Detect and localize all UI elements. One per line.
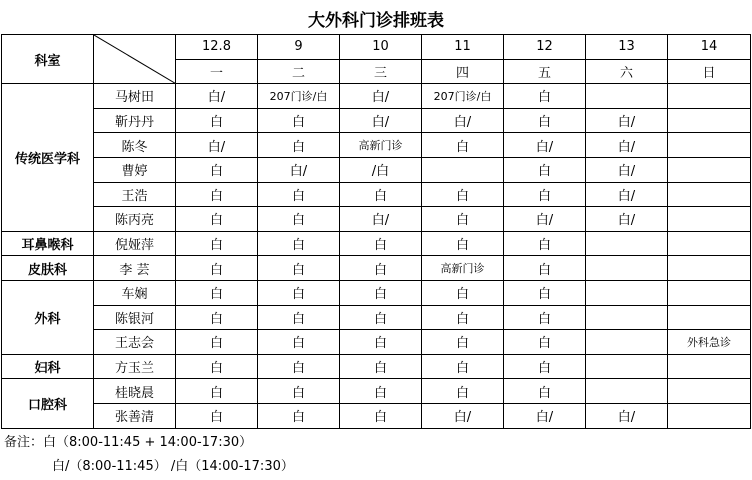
schedule-cell: /白 — [340, 157, 422, 182]
schedule-cell — [668, 354, 751, 379]
schedule-cell — [668, 379, 751, 404]
schedule-cell: 白 — [176, 108, 258, 133]
schedule-cell — [586, 256, 668, 281]
schedule-cell: 白/ — [340, 207, 422, 232]
weekday-header: 六 — [586, 59, 668, 84]
schedule-cell: 白 — [504, 182, 586, 207]
schedule-cell: 白 — [258, 182, 340, 207]
schedule-cell: 白/ — [586, 182, 668, 207]
schedule-cell: 白 — [504, 305, 586, 330]
table-row — [2, 403, 751, 428]
schedule-cell — [668, 84, 751, 109]
schedule-cell: 白 — [176, 403, 258, 428]
notes-line-2: 白/（8:00-11:45） /白（14:00-17:30） — [52, 459, 294, 474]
schedule-cell: 白 — [340, 280, 422, 305]
schedule-cell: 白 — [504, 157, 586, 182]
schedule-cell: 白 — [504, 231, 586, 256]
schedule-cell: 白 — [422, 305, 504, 330]
schedule-cell: 白 — [258, 108, 340, 133]
schedule-cell: 外科急诊 — [668, 330, 751, 355]
doctor-name-cell: 靳丹丹 — [94, 108, 176, 133]
schedule-cell: 白 — [504, 379, 586, 404]
schedule-cell: 白 — [176, 207, 258, 232]
doctor-name-cell: 王志会 — [94, 330, 176, 355]
doctor-name-cell: 方玉兰 — [94, 354, 176, 379]
schedule-cell: 白 — [340, 330, 422, 355]
weekday-header: 四 — [422, 59, 504, 84]
schedule-cell: 白 — [258, 330, 340, 355]
date-header: 12.8 — [176, 35, 258, 60]
weekday-header: 二 — [258, 59, 340, 84]
schedule-cell — [668, 108, 751, 133]
schedule-cell: 白 — [258, 231, 340, 256]
schedule-cell: 白 — [258, 305, 340, 330]
schedule-cell: 白 — [176, 157, 258, 182]
schedule-cell: 207门诊/白 — [258, 84, 340, 109]
table-row — [2, 182, 751, 207]
schedule-cell: 白 — [258, 256, 340, 281]
schedule-cell: 白 — [340, 379, 422, 404]
weekday-header: 日 — [668, 59, 751, 84]
schedule-cell: 白 — [258, 379, 340, 404]
schedule-cell: 白 — [504, 108, 586, 133]
table-row — [2, 108, 751, 133]
schedule-cell: 白/ — [504, 403, 586, 428]
schedule-cell: 白/ — [586, 157, 668, 182]
schedule-cell: 白 — [176, 231, 258, 256]
schedule-cell: 白 — [340, 256, 422, 281]
schedule-cell — [586, 330, 668, 355]
table-row — [2, 231, 751, 256]
schedule-cell: 白 — [340, 354, 422, 379]
schedule-cell: 白 — [258, 354, 340, 379]
weekday-header: 五 — [504, 59, 586, 84]
schedule-cell — [668, 182, 751, 207]
doctor-name-cell: 王浩 — [94, 182, 176, 207]
schedule-cell: 白 — [176, 354, 258, 379]
page-title: 大外科门诊排班表 — [308, 11, 444, 31]
schedule-cell: 白 — [422, 182, 504, 207]
table-row — [2, 280, 751, 305]
table-row — [2, 133, 751, 158]
schedule-cell: 白 — [504, 84, 586, 109]
schedule-cell: 白 — [504, 330, 586, 355]
schedule-cell: 白 — [258, 207, 340, 232]
schedule-cell: 白/ — [422, 403, 504, 428]
date-header: 10 — [340, 35, 422, 60]
schedule-cell — [668, 157, 751, 182]
schedule-cell: 白 — [422, 280, 504, 305]
schedule-cell: 白 — [340, 231, 422, 256]
schedule-cell: 白/ — [258, 157, 340, 182]
table-row — [2, 354, 751, 379]
dept-header: 科室 — [2, 35, 94, 84]
schedule-cell: 白/ — [176, 84, 258, 109]
doctor-name-cell: 陈丙亮 — [94, 207, 176, 232]
weekday-header: 一 — [176, 59, 258, 84]
schedule-cell — [586, 84, 668, 109]
schedule-cell: 白 — [176, 256, 258, 281]
table-row — [2, 330, 751, 355]
doctor-name-cell: 倪娅萍 — [94, 231, 176, 256]
schedule-cell — [586, 305, 668, 330]
notes — [4, 431, 294, 479]
schedule-cell: 白 — [258, 133, 340, 158]
schedule-cell: 白 — [504, 256, 586, 281]
dept-cell: 妇科 — [2, 354, 94, 379]
schedule-cell: 白/ — [586, 133, 668, 158]
schedule-cell — [668, 403, 751, 428]
schedule-cell: 白 — [176, 182, 258, 207]
schedule-cell: 高新门诊 — [340, 133, 422, 158]
schedule-cell — [586, 280, 668, 305]
schedule-cell: 白/ — [586, 207, 668, 232]
dept-cell: 外科 — [2, 280, 94, 354]
diagonal-line — [94, 35, 175, 83]
schedule-table — [1, 34, 751, 429]
doctor-name-cell: 陈银河 — [94, 305, 176, 330]
schedule-cell — [668, 133, 751, 158]
schedule-cell — [668, 280, 751, 305]
schedule-cell: 白 — [340, 403, 422, 428]
schedule-cell: 白 — [176, 379, 258, 404]
table-row — [2, 207, 751, 232]
schedule-cell: 白 — [504, 354, 586, 379]
schedule-cell: 白 — [176, 305, 258, 330]
doctor-name-cell: 车娴 — [94, 280, 176, 305]
schedule-cell: 白 — [176, 280, 258, 305]
schedule-cell: 207门诊/白 — [422, 84, 504, 109]
schedule-cell: 白/ — [504, 207, 586, 232]
schedule-cell: 高新门诊 — [422, 256, 504, 281]
schedule-cell — [668, 231, 751, 256]
doctor-name-cell: 张善清 — [94, 403, 176, 428]
schedule-cell — [668, 207, 751, 232]
date-header: 12 — [504, 35, 586, 60]
schedule-cell: 白/ — [586, 108, 668, 133]
weekday-header: 三 — [340, 59, 422, 84]
schedule-cell: 白 — [422, 231, 504, 256]
schedule-cell: 白/ — [176, 133, 258, 158]
schedule-cell: 白 — [422, 207, 504, 232]
date-header: 13 — [586, 35, 668, 60]
schedule-cell: 白/ — [340, 84, 422, 109]
notes-line-1: 备注：白（8:00-11:45 + 14:00-17:30） — [4, 435, 253, 450]
doctor-name-cell: 桂晓晨 — [94, 379, 176, 404]
header-date-row — [2, 35, 751, 60]
schedule-cell — [586, 231, 668, 256]
schedule-cell: 白 — [422, 354, 504, 379]
doctor-name-cell: 马树田 — [94, 84, 176, 109]
table-row — [2, 84, 751, 109]
schedule-cell: 白/ — [422, 108, 504, 133]
table-row — [2, 256, 751, 281]
schedule-cell: 白 — [176, 330, 258, 355]
doctor-name-cell: 曹婷 — [94, 157, 176, 182]
table-row — [2, 379, 751, 404]
schedule-cell — [586, 379, 668, 404]
schedule-cell — [668, 305, 751, 330]
schedule-cell: 白 — [422, 133, 504, 158]
schedule-cell: 白 — [340, 182, 422, 207]
schedule-cell: 白 — [258, 280, 340, 305]
date-header: 11 — [422, 35, 504, 60]
diagonal-header-cell — [94, 35, 176, 84]
doctor-name-cell: 李 芸 — [94, 256, 176, 281]
date-header: 14 — [668, 35, 751, 60]
schedule-cell — [586, 354, 668, 379]
dept-cell: 耳鼻喉科 — [2, 231, 94, 256]
dept-cell: 皮肤科 — [2, 256, 94, 281]
schedule-cell: 白 — [340, 305, 422, 330]
schedule-cell: 白/ — [340, 108, 422, 133]
schedule-cell: 白/ — [504, 133, 586, 158]
schedule-cell: 白 — [422, 330, 504, 355]
dept-cell: 传统医学科 — [2, 84, 94, 232]
schedule-cell: 白/ — [586, 403, 668, 428]
table-row — [2, 157, 751, 182]
date-header: 9 — [258, 35, 340, 60]
schedule-cell: 白 — [504, 280, 586, 305]
doctor-name-cell: 陈冬 — [94, 133, 176, 158]
schedule-cell — [422, 157, 504, 182]
schedule-cell: 白 — [422, 379, 504, 404]
dept-cell: 口腔科 — [2, 379, 94, 428]
schedule-cell: 白 — [258, 403, 340, 428]
table-row — [2, 305, 751, 330]
schedule-cell — [668, 256, 751, 281]
